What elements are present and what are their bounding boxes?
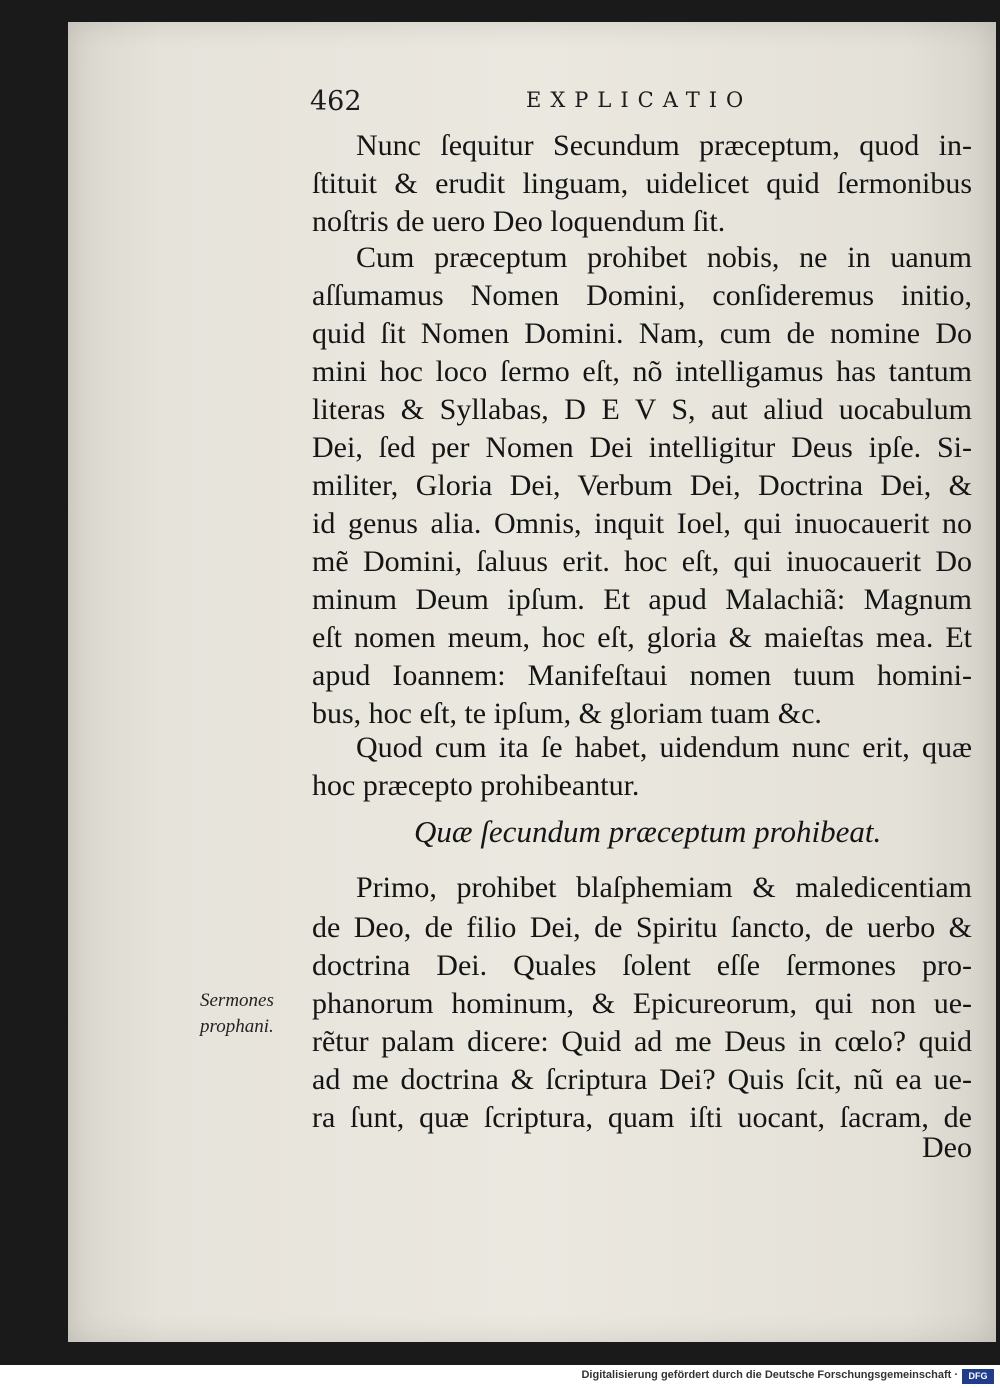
page-number: 462 <box>310 86 362 117</box>
text-line: mẽ Domini, ſaluus erit. hoc eſt, qui inuocauerit Do <box>312 545 972 578</box>
running-head <box>310 86 850 116</box>
text-line: ſtituit & erudit linguam, uidelicet quid ſermonibus <box>312 167 972 200</box>
text-line: Cum præceptum prohibet nobis, ne in uanum <box>356 241 972 274</box>
text-line: Primo, prohibet blaſphemiam & maledicentiam <box>356 871 972 904</box>
text-line: literas & Syllabas, D E V S, aut aliud uocabulum <box>312 393 972 426</box>
text-line: de Deo, de filio Dei, de Spiritu ſancto, de uerbo & <box>312 911 972 944</box>
text-line: id genus alia. Omnis, inquit Ioel, qui inuocauerit no <box>312 507 972 540</box>
margin-note-line: prophani. <box>200 1016 274 1037</box>
funding-credit: Digitalisierung gefördert durch die Deutsche Forschungsgemeinschaft · <box>581 1369 958 1381</box>
running-title: EXPLICATIO <box>526 88 753 112</box>
text-line: Quod cum ita ſe habet, uidendum nunc erit, quæ <box>356 731 972 764</box>
text-line: ad me doctrina & ſcriptura Dei? Quis ſcit, nũ ea ue- <box>312 1063 972 1096</box>
footer-credit-bar <box>0 1366 1000 1388</box>
catchword: Deo <box>922 1131 972 1164</box>
text-line: Nunc ſequitur Secundum præceptum, quod in- <box>356 129 972 162</box>
text-line: militer, Gloria Dei, Verbum Dei, Doctrina Dei, & <box>312 469 972 502</box>
text-line: hoc præcepto prohibeantur. <box>312 769 640 802</box>
margin-note <box>200 988 274 1040</box>
section-heading: Quæ ſecundum præceptum prohibeat. <box>414 814 882 849</box>
text-line: apud Ioannem: Manifeſtaui nomen tuum homini- <box>312 659 972 692</box>
text-line: eſt nomen meum, hoc eſt, gloria & maieſtas mea. Et <box>312 621 972 654</box>
text-line: phanorum hominum, & Epicureorum, qui non ue- <box>312 987 972 1020</box>
text-line: quid ſit Nomen Domini. Nam, cum de nomine Do <box>312 317 972 350</box>
dfg-logo-icon: DFG <box>962 1369 994 1384</box>
text-line: rẽtur palam dicere: Quid ad me Deus in cœlo? quid <box>312 1025 972 1058</box>
text-line: noſtris de uero Deo loquendum ſit. <box>312 205 726 238</box>
text-line: Dei, ſed per Nomen Dei intelligitur Deus ipſe. Si- <box>312 431 972 464</box>
text-line: ra ſunt, quæ ſcriptura, quam iſti uocant, ſacram, de <box>312 1101 972 1134</box>
text-line: doctrina Dei. Quales ſolent eſſe ſermones pro- <box>312 949 972 982</box>
margin-note-line: Sermones <box>200 990 274 1011</box>
text-line: minum Deum ipſum. Et apud Malachiã: Magnum <box>312 583 972 616</box>
text-line: bus, hoc eſt, te ipſum, & gloriam tuam &c. <box>312 697 822 730</box>
text-line: mini hoc loco ſermo eſt, nõ intelligamus has tantum <box>312 355 972 388</box>
text-line: aſſumamus Nomen Domini, conſideremus initio, <box>312 279 972 312</box>
